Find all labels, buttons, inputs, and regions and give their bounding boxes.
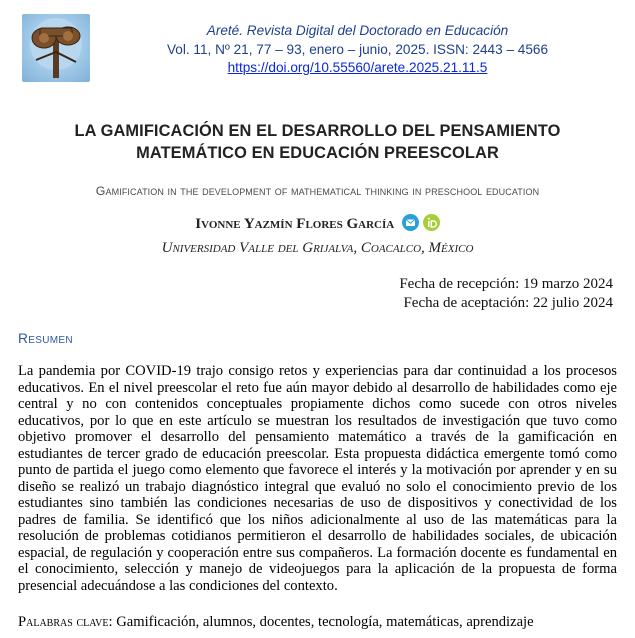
journal-header bbox=[100, 22, 615, 78]
received-date: Fecha de recepción: 19 marzo 2024 bbox=[399, 276, 613, 292]
journal-logo bbox=[22, 14, 90, 82]
title-line: MATEMÁTICO EN EDUCACIÓN PREESCOLAR bbox=[136, 144, 499, 162]
doi-link[interactable]: https://doi.org/10.55560/arete.2025.21.11.5 bbox=[227, 60, 488, 75]
orcid-icon[interactable] bbox=[423, 214, 440, 231]
article-dates bbox=[399, 275, 613, 313]
author-line bbox=[0, 214, 635, 236]
journal-name: Areté. Revista Digital del Doctorado en Educación bbox=[206, 23, 509, 38]
journal-volume-issn: Vol. 11, Nº 21, 77 – 93, enero – junio, 2025. ISSN: 2443 – 4566 bbox=[166, 41, 549, 57]
keywords-label: Palabras clave: bbox=[18, 614, 113, 630]
author-affiliation: Universidad Valle del Grijalva, Coacalco, México bbox=[161, 240, 474, 256]
abstract-heading: Resumen bbox=[18, 331, 73, 346]
english-title: Gamification in the development of mathematical thinking in preschool education bbox=[95, 184, 540, 198]
title-line: LA GAMIFICACIÓN EN EL DESARROLLO DEL PENSAMIENTO bbox=[74, 122, 561, 140]
author-name: Ivonne Yazmín Flores García bbox=[195, 216, 395, 232]
article-title bbox=[20, 120, 615, 164]
accepted-date: Fecha de aceptación: 22 julio 2024 bbox=[403, 295, 613, 311]
abstract-text: La pandemia por COVID-19 trajo consigo retos y experiencias para dar continuidad a los procesos educativos. En el nivel preescolar el reto fue aún mayor debido al desarrollo de habilidades como eje central y no con contenidos conceptuales propiamente dichos como sucede con otros niveles educativos, por lo que en este artículo se muestran los resultados de investigación que tuvo como objetivo promover el desarrollo del pensamiento matemático a través de la gamificación en estudiantes de tercer grado de educación preescolar. Esta propuesta didáctica emergente tomó como punto de partida el juego como elemento que favorece el interés y la motivación por aprender y en su diseño se realizó un trabajo diagnóstico integral que evaluó no solo el conocimiento previo de los estudiantes sino también las condiciones necesarias de uso de dispositivos y conectividad de los padres de familia. Se identificó que los niños adicionalmente al uso de las matemáticas para la resolución de problemas cotidianos permitieron el desarrollo de habilidades sociales, de ubicación espacial, de regulación y cooperación entre sus compañeros. La formación docente es fundamental en el conocimiento, selección y manejo de videojuegos para la aplicación de la propuesta de forma presencial adecuándose a las condiciones del contexto. bbox=[18, 363, 617, 594]
keywords-text: Gamificación, alumnos, docentes, tecnología, matemáticas, aprendizaje bbox=[116, 614, 534, 630]
email-icon[interactable] bbox=[402, 214, 419, 231]
keywords-line bbox=[18, 614, 617, 631]
